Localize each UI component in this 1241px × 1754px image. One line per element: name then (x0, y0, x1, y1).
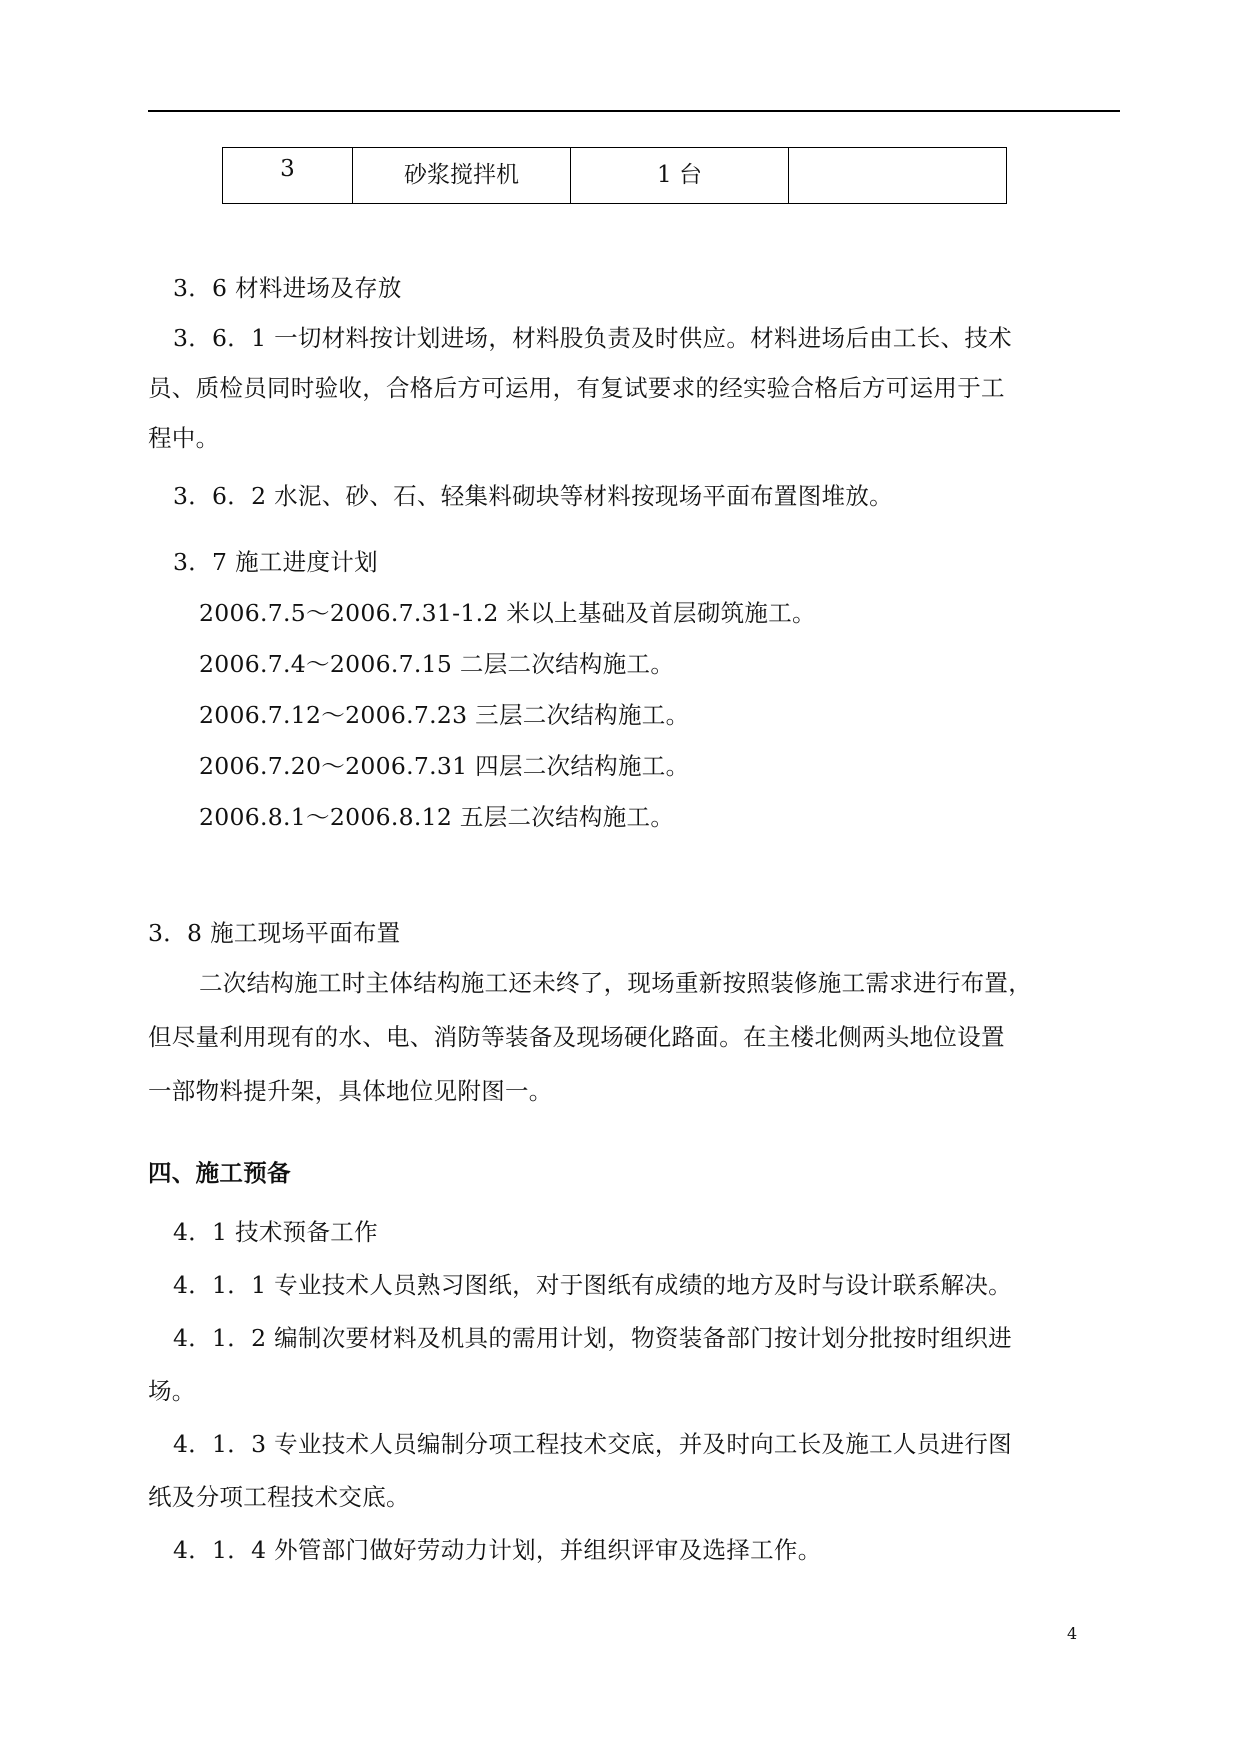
section-heading-3-7: 3．7 施工进度计划 (173, 548, 378, 576)
paragraph-line: 3．6．2 水泥、砂、石、轻集料砌块等材料按现场平面布置图堆放。 (173, 482, 893, 510)
section-heading-3-6: 3．6 材料进场及存放 (173, 274, 402, 302)
schedule-item: 2006.7.12～2006.7.23 三层二次结构施工。 (199, 701, 690, 729)
schedule-item: 2006.7.20～2006.7.31 四层二次结构施工。 (199, 752, 690, 780)
paragraph-line: 二次结构施工时主体结构施工还未终了，现场重新按照装修施工需求进行布置， (199, 969, 1032, 997)
schedule-item: 2006.7.5～2006.7.31-1.2 米以上基础及首层砌筑施工。 (199, 599, 816, 627)
page-number: 4 (1067, 1624, 1078, 1643)
paragraph-line: 4．1．3 专业技术人员编制分项工程技术交底，并及时向工长及施工人员进行图 (173, 1430, 1012, 1458)
table-cell-remark (789, 148, 1007, 204)
paragraph-line: 一部物料提升架，具体地位见附图一。 (148, 1077, 553, 1105)
paragraph-line: 纸及分项工程技术交底。 (148, 1483, 410, 1511)
table-row (223, 148, 1007, 204)
equipment-table (222, 147, 1007, 204)
section-heading-3-8: 3．8 施工现场平面布置 (148, 919, 401, 947)
paragraph-line: 但尽量利用现有的水、电、消防等装备及现场硬化路面。在主楼北侧两头地位设置 (148, 1023, 1005, 1051)
paragraph-line: 场。 (148, 1377, 196, 1405)
section-heading-4-1: 4．1 技术预备工作 (173, 1218, 378, 1246)
table-cell-name: 砂浆搅拌机 (353, 148, 571, 204)
paragraph-line: 程中。 (148, 424, 220, 452)
paragraph-line: 4．1．4 外管部门做好劳动力计划，并组织评审及选择工作。 (173, 1536, 822, 1564)
schedule-item: 2006.7.4～2006.7.15 二层二次结构施工。 (199, 650, 675, 678)
paragraph-line: 4．1．2 编制次要材料及机具的需用计划，物资装备部门按计划分批按时组织进 (173, 1324, 1012, 1352)
chapter-heading: 四、施工预备 (148, 1159, 291, 1187)
schedule-item: 2006.8.1～2006.8.12 五层二次结构施工。 (199, 803, 675, 831)
table-cell-index: 3 (223, 148, 353, 204)
paragraph-line: 员、质检员同时验收，合格后方可运用，有复试要求的经实验合格后方可运用于工 (148, 374, 1005, 402)
table-cell-quantity: 1 台 (571, 148, 789, 204)
paragraph-line: 4．1．1 专业技术人员熟习图纸，对于图纸有成绩的地方及时与设计联系解决。 (173, 1271, 1012, 1299)
paragraph-line: 3．6．1 一切材料按计划进场，材料股负责及时供应。材料进场后由工长、技术 (173, 324, 1012, 352)
header-rule (148, 110, 1120, 112)
